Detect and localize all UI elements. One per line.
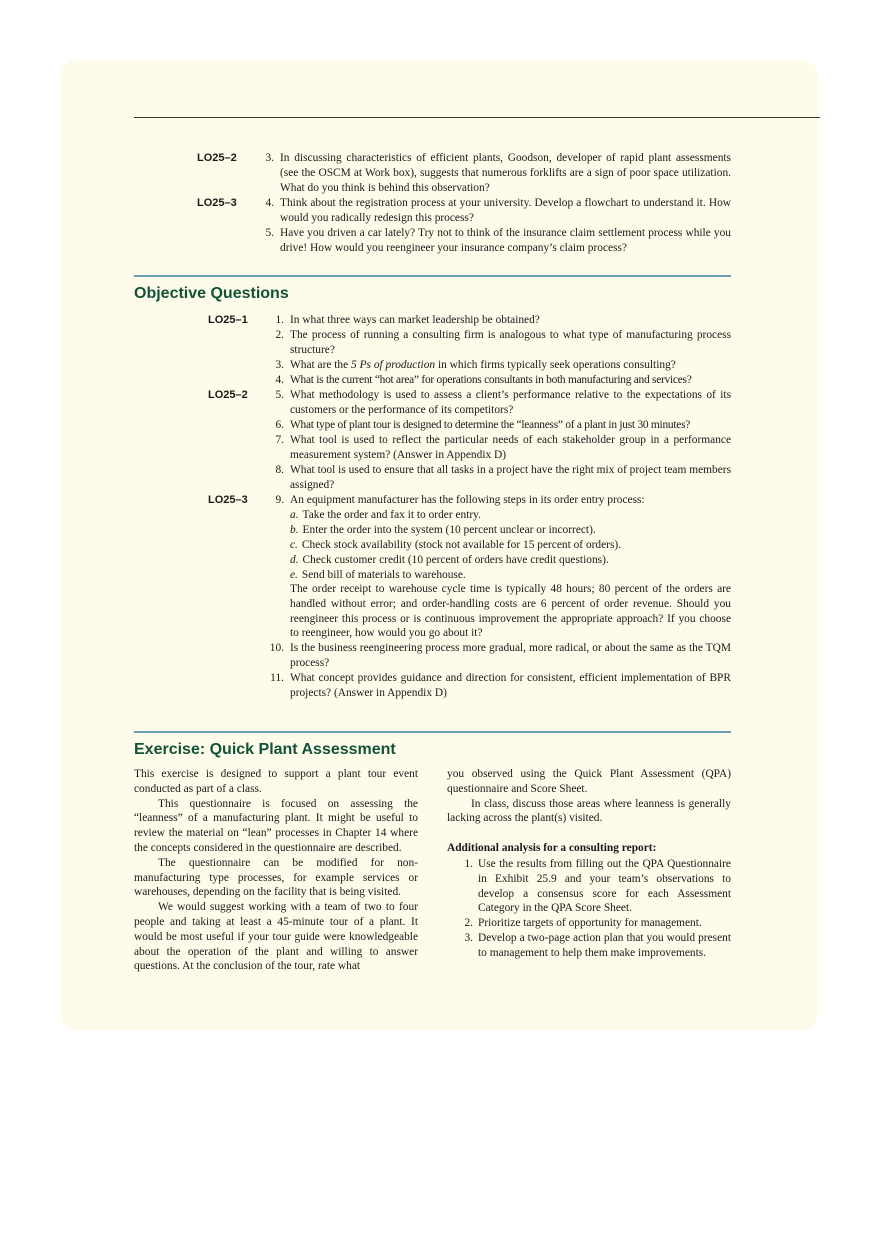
analysis-number: 1.	[464, 858, 473, 870]
exercise-paragraph: This exercise is designed to support a plant tour event conducted as part of a class.	[134, 768, 418, 795]
list-item: a. Take the order and fax it to order entry.	[290, 509, 481, 521]
lo-label: LO25–3	[197, 197, 237, 209]
question-number: 11.	[270, 672, 284, 684]
question-number: 8.	[275, 464, 284, 476]
objective-question-10: Is the business reengineering process more gradual, more radical, or about the same as the TQM process?	[290, 642, 731, 669]
objective-question-1: In what three ways can market leadership be obtained?	[290, 314, 540, 326]
objective-question-9: An equipment manufacturer has the following steps in its order entry process:	[290, 494, 645, 506]
list-item: b. Enter the order into the system (10 percent unclear or incorrect).	[290, 524, 596, 536]
objective-question-8: What tool is used to ensure that all tasks in a project have the right mix of project team members assigned?	[290, 464, 731, 491]
discussion-question-5: Have you driven a car lately? Try not to think of the insurance claim settlement process while you drive! How would you reengineer your insurance company’s claim process?	[280, 227, 731, 254]
question-number: 3.	[275, 359, 284, 371]
list-item: e. Send bill of materials to warehouse.	[290, 569, 466, 581]
analysis-item-3: Develop a two-page action plan that you would present to management to help them make improvements.	[478, 932, 731, 959]
question-number: 5.	[275, 389, 284, 401]
question-number: 3.	[265, 152, 274, 164]
objective-question-3: What are the 5 Ps of production in which firms typically seek operations consulting?	[290, 359, 676, 371]
objective-question-9-tail: The order receipt to warehouse cycle time is typically 48 hours; 80 percent of the orders are handled without error; and order-handling costs are 6 percent of order revenue. Should you reengineer this process or is continuous improvement the appropriate approach? If you choose to reengineer, how would you go about it?	[290, 583, 731, 640]
lo-label: LO25–2	[197, 152, 237, 164]
analysis-heading: Additional analysis for a consulting report:	[447, 841, 657, 854]
exercise-paragraph: This questionnaire is focused on assessing the “leanness” of a manufacturing plant. It might be useful to review the material on “lean” processes in Chapter 14 where the concepts considered in the questionnaire are described.	[134, 797, 418, 854]
analysis-item-2: Prioritize targets of opportunity for management.	[478, 917, 702, 929]
lo-label: LO25–3	[208, 494, 248, 506]
question-number: 10.	[269, 642, 284, 654]
objective-question-6: What type of plant tour is designed to determine the “leanness” of a plant in just 30 minutes?	[290, 419, 691, 431]
section-rule	[134, 275, 731, 277]
question-number: 5.	[265, 227, 274, 239]
discussion-question-4: Think about the registration process at your university. Develop a flowchart to understand it. How would you radically redesign this process?	[280, 197, 731, 224]
exercise-right-column	[447, 767, 731, 856]
question-number: 1.	[275, 314, 284, 326]
discussion-question-3: In discussing characteristics of efficient plants, Goodson, developer of rapid plant assessments (see the OSCM at Work box), suggests that numerous forklifts are a sign of poor space utilization. What do you think is behind this observation?	[280, 152, 731, 194]
exercise-paragraph: We would suggest working with a team of two to four people and taking at least a 45-minute tour of a plant. It would be most useful if your tour guide were knowledgeable about the operation of the plant and willing to answer questions. At the conclusion of the tour, rate what	[134, 901, 418, 973]
question-number: 2.	[275, 329, 284, 341]
objective-question-7: What tool is used to reflect the particular needs of each stakeholder group in a performance measurement system? (Answer in Appendix D)	[290, 434, 731, 461]
objective-question-5: What methodology is used to assess a client’s performance relative to the expectations of its customers or the performance of its competitors?	[290, 389, 731, 416]
objective-question-2: The process of running a consulting firm is analogous to what type of manufacturing process structure?	[290, 329, 731, 356]
exercise-left-column	[134, 767, 418, 974]
exercise-paragraph: you observed using the Quick Plant Assessment (QPA) questionnaire and Score Sheet.	[447, 768, 731, 795]
question-number: 9.	[275, 494, 284, 506]
lo-label: LO25–2	[208, 389, 248, 401]
question-number: 4.	[265, 197, 274, 209]
objective-question-4: What is the current “hot area” for operations consultants in both manufacturing and services?	[290, 374, 692, 386]
exercise-paragraph: The questionnaire can be modified for non-manufacturing type processes, for example services or warehouses, depending on the facility that is being visited.	[134, 856, 418, 899]
exercise-heading: Exercise: Quick Plant Assessment	[134, 741, 396, 758]
exercise-paragraph: In class, discuss those areas where leanness is generally lacking across the plant(s) visited.	[447, 797, 731, 825]
analysis-number: 3.	[464, 932, 473, 944]
objective-questions-heading: Objective Questions	[134, 285, 289, 302]
top-rule	[134, 117, 820, 118]
question-number: 7.	[275, 434, 284, 446]
list-item: d. Check customer credit (10 percent of orders have credit questions).	[290, 554, 609, 566]
analysis-item-1: Use the results from filling out the QPA Questionnaire in Exhibit 25.9 and your team’s observations to develop a consensus score for each Assessment Category in the QPA Score Sheet.	[478, 858, 731, 915]
question-number: 4.	[275, 374, 284, 386]
section-rule	[134, 731, 731, 733]
question-number: 6.	[275, 419, 284, 431]
objective-question-11: What concept provides guidance and direction for consistent, efficient implementation of BPR projects? (Answer in Appendix D)	[290, 672, 731, 699]
analysis-number: 2.	[464, 917, 473, 929]
list-item: c. Check stock availability (stock not available for 15 percent of orders).	[290, 539, 622, 551]
lo-label: LO25–1	[208, 314, 248, 326]
